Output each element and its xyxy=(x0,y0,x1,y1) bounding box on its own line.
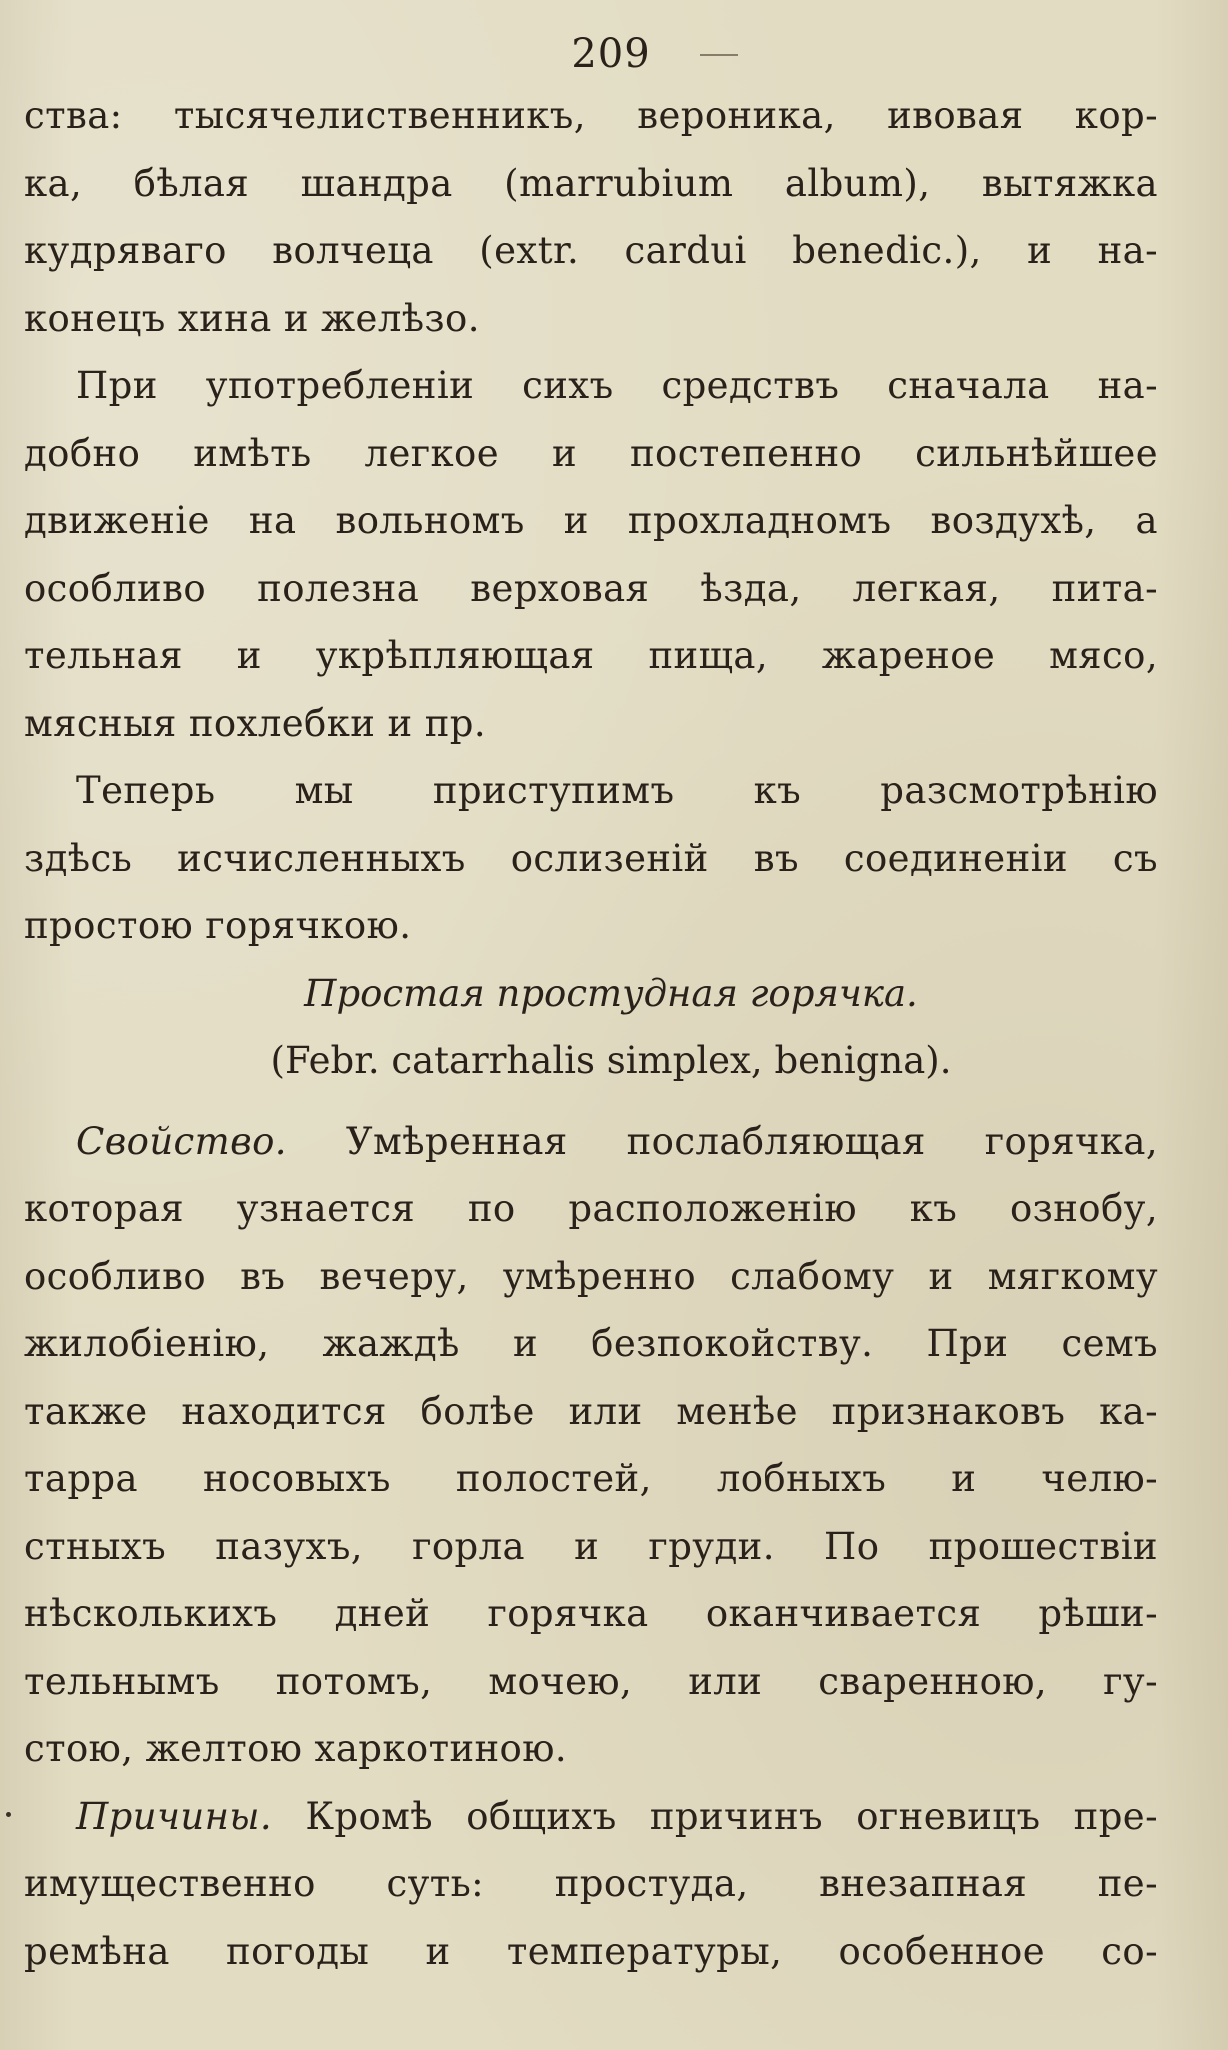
text-line: особливо полезна верховая ѣзда, легкая, пита- xyxy=(24,566,1158,610)
text-line: ка, бѣлая шандра (marrubium album), вытяжка xyxy=(24,161,1158,205)
text-line: Теперь мы приступимъ къ разсмотрѣнію xyxy=(76,769,1158,812)
paragraph-causes xyxy=(24,1783,1158,1986)
text-line: имущественно суть: простуда, внезапная пе- xyxy=(24,1862,1158,1905)
paragraph-properties xyxy=(24,1108,1158,1783)
text-line: простою горячкою. xyxy=(24,904,412,947)
header-dash xyxy=(700,54,738,56)
text-line: также находится болѣе или менѣе признаковъ ка- xyxy=(24,1389,1158,1433)
text-line: стою, желтою харкотиною. xyxy=(24,1727,568,1770)
text-line: жилобіенію, жаждѣ и безпокойству. При семъ xyxy=(24,1322,1158,1365)
paragraph-1 xyxy=(24,82,1158,352)
text-line: тельнымъ потомъ, мочею, или сваренною, гу- xyxy=(24,1659,1158,1703)
paragraph-3 xyxy=(24,757,1158,960)
text-line: ства: тысячелиственникъ, вероника, ивовая кор- xyxy=(24,94,1158,137)
paragraph-2 xyxy=(24,352,1158,757)
print-speck xyxy=(6,1812,11,1817)
text-line: При употребленіи сихъ средствъ сначала на- xyxy=(76,364,1158,407)
text-line xyxy=(24,1783,1158,1851)
text-line: добно имѣть легкое и постепенно сильнѣйшее xyxy=(24,431,1158,475)
text-line: нѣсколькихъ дней горячка оканчивается рѣши- xyxy=(24,1592,1158,1635)
text-fragment: Кромѣ общихъ причинъ огневицъ пре- xyxy=(272,1794,1158,1838)
text-line: стныхъ пазухъ, горла и груди. По прошествіи xyxy=(24,1524,1158,1568)
text-line: конецъ хина и желѣзо. xyxy=(24,296,480,340)
page-number: 209 xyxy=(571,31,651,77)
paragraph-lead: Свойство. xyxy=(76,1119,287,1163)
section-title: Простая простудная горячка. xyxy=(304,971,918,1015)
text-line: движеніе на вольномъ и прохладномъ воздухѣ, а xyxy=(24,499,1158,542)
text-line: тельная и укрѣпляющая пища, жареное мясо, xyxy=(24,634,1158,677)
text-fragment: Умѣренная послабляющая горячка, xyxy=(286,1119,1158,1163)
text-line xyxy=(24,1108,1158,1176)
text-line: ремѣна погоды и температуры, особенное со- xyxy=(24,1929,1158,1973)
text-line: особливо въ вечеру, умѣренно слабому и мягкому xyxy=(24,1254,1158,1298)
text-line: тарра носовыхъ полостей, лобныхъ и челю- xyxy=(24,1457,1158,1500)
section-latin-title: (Febr. catarrhalis simplex, benigna). xyxy=(270,1038,952,1082)
paragraph-lead: Причины. xyxy=(76,1794,273,1838)
text-line: здѣсь исчисленныхъ ослизеній въ соединеніи съ xyxy=(24,836,1158,880)
text-line: которая узнается по расположенію къ ознобу, xyxy=(24,1187,1158,1230)
text-line: кудряваго волчеца (extr. cardui benedic.), и на- xyxy=(24,229,1158,272)
text-line: мясныя похлебки и пр. xyxy=(24,701,487,745)
